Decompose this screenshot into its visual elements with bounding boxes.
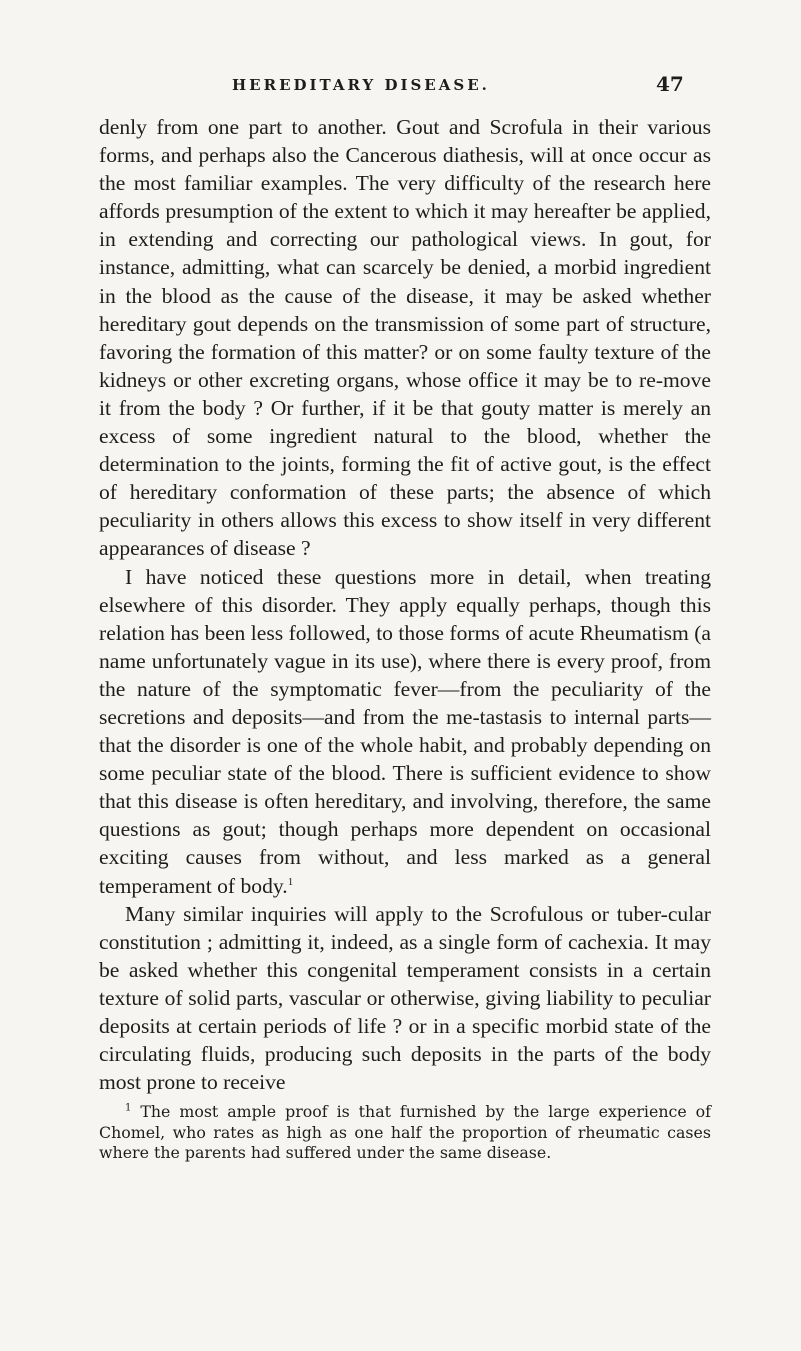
- footnote-reference: 1: [287, 875, 294, 888]
- footnote: [99, 1102, 711, 1164]
- paragraph-1: denly from one part to another. Gout and Scrofula in their various forms, and perhaps also the Cancerous diathesis, will at once occur as the most familiar examples. The very difficulty of the research here affords presumption of the extent to which it may hereafter be applied, in extending and correcting our pathological views. In gout, for instance, admitting, what can scarcely be denied, a morbid ingredient in the blood as the cause of the disease, it may be asked whether hereditary gout depends on the transmission of some part of structure, favoring the formation of this matter? or on some faulty texture of the kidneys or other excreting organs, whose office it may be to re-move it from the body ? Or further, if it be that gouty matter is merely an excess of some ingredient natural to the blood, whether the determination to the joints, forming the fit of active gout, is the effect of hereditary conformation of these parts; the absence of which peculiarity in others allows this excess to show itself in very different appearances of disease ?: [99, 115, 711, 561]
- running-title: HEREDITARY DISEASE.: [232, 76, 490, 94]
- page-body: [99, 113, 711, 1164]
- footnote-text: The most ample proof is that furnished by the large experience of Chomel, who rates as high as one half the proportion of rheumatic cases where the parents had suffered under the same disease.: [99, 1102, 711, 1163]
- paragraph-3: Many similar inquiries will apply to the Scrofulous or tuber-cular constitution ; admitting it, indeed, as a single form of cachexia. It may be asked whether this congenital temperament consists in a certain texture of solid parts, vascular or otherwise, giving liability to peculiar deposits at certain periods of life ? or in a specific morbid state of the circulating fluids, producing such deposits in the parts of the body most prone to receive: [99, 901, 711, 1095]
- paragraph-2: [99, 563, 711, 900]
- paragraph-2-text: I have noticed these questions more in detail, when treating elsewhere of this disorder. They apply equally perhaps, though this relation has been less followed, to those forms of acute Rheumatism (a name unfortunately vague in its use), where there is every proof, from the nature of the symptomatic fever—from the peculiarity of the secretions and deposits—and from the me-tastasis to internal parts—that the disorder is one of the whole habit, and probably depending on some peculiar state of the blood. There is sufficient evidence to show that this disease is often hereditary, and involving, therefore, the same questions as gout; though perhaps more dependent on occasional exciting causes from without, and less marked as a general temperament of body.: [99, 564, 711, 898]
- footnote-mark: 1: [125, 1103, 132, 1115]
- page-number: 47: [656, 72, 684, 96]
